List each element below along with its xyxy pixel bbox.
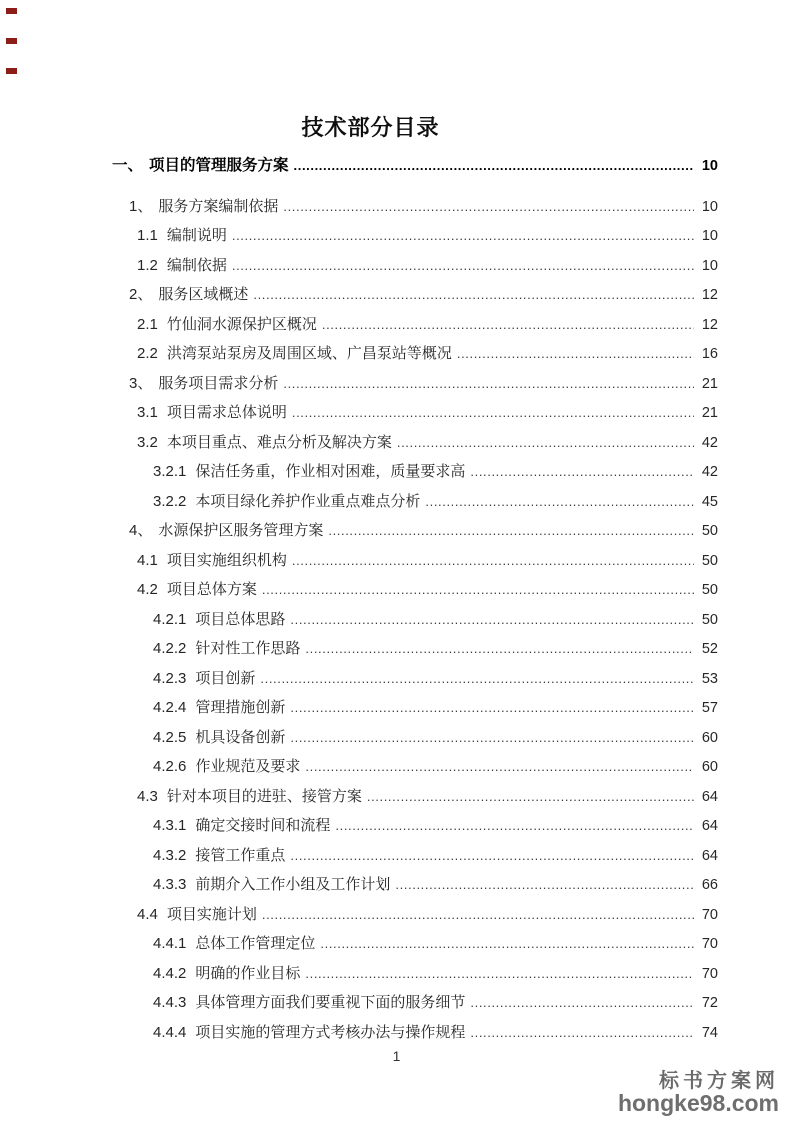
toc-entry-number: 4.2.4 [153, 699, 187, 716]
toc-dot-leader [397, 433, 694, 453]
toc-entry-number: 4.4.4 [153, 1023, 187, 1041]
toc-entry-title: 针对本项目的进驻、接管方案 [166, 787, 362, 805]
toc-entry-number: 3.2.2 [153, 492, 187, 510]
toc-entry-number: 一、 [112, 157, 144, 174]
toc-dot-leader [470, 1023, 694, 1043]
toc-dot-leader [232, 256, 694, 276]
toc-entry-page-number: 50 [701, 523, 718, 539]
toc-entry-number: 4.4.3 [153, 994, 187, 1011]
toc-dot-leader [290, 728, 694, 748]
toc-entry-title: 确定交接时间和流程 [195, 817, 331, 834]
toc-entry-title: 前期介入工作小组及工作计划 [195, 876, 391, 893]
toc-dot-leader [253, 285, 694, 305]
red-margin-mark [6, 8, 17, 14]
toc-entry-page-number: 50 [701, 582, 718, 598]
toc-entry-page-number: 21 [701, 375, 718, 392]
toc-dot-leader [320, 934, 694, 954]
toc-entry-title: 竹仙洞水源保护区概况 [166, 315, 317, 333]
toc-entry[interactable] [112, 521, 718, 551]
toc-entry-title: 洪湾泵站泵房及周围区域、广昌泵站等概况 [166, 345, 452, 362]
toc-entry-number: 3.2.1 [153, 463, 187, 480]
watermark-url: hongke98.com [617, 1089, 779, 1116]
toc-entry-title: 项目实施计划 [166, 905, 257, 923]
toc-entry[interactable] [112, 787, 718, 817]
toc-entry-title: 服务区域概述 [158, 286, 249, 303]
toc-entry-page-number: 50 [701, 552, 718, 569]
toc-entry-page-number: 52 [701, 641, 718, 657]
toc-entry[interactable] [112, 698, 718, 728]
toc-entry-page-number: 72 [701, 995, 718, 1011]
toc-entry-page-number: 57 [701, 700, 718, 716]
toc-dot-leader [425, 492, 694, 512]
toc-entry-number: 4.4.2 [153, 964, 187, 982]
toc-entry-title: 具体管理方面我们要重视下面的服务细节 [195, 994, 466, 1011]
toc-entry-page-number: 70 [701, 965, 718, 982]
toc-dot-leader [262, 580, 694, 600]
toc-entry[interactable] [112, 256, 718, 286]
toc-dot-leader [470, 462, 694, 482]
toc-entry-page-number: 66 [701, 877, 718, 893]
toc-entry-title: 明确的作业目标 [195, 964, 301, 982]
toc-entry-title: 管理措施创新 [195, 699, 286, 716]
toc-entry-page-number: 16 [701, 346, 718, 362]
red-margin-mark [6, 38, 17, 44]
toc-dot-leader [232, 226, 694, 246]
toc-entry-page-number: 64 [701, 818, 718, 834]
toc-entry[interactable] [112, 492, 718, 522]
toc-entry[interactable] [112, 285, 718, 315]
toc-entry[interactable] [112, 669, 718, 699]
toc-entry[interactable] [112, 226, 718, 256]
toc-entry-title: 机具设备创新 [195, 728, 286, 746]
toc-entry[interactable] [112, 610, 718, 640]
toc-dot-leader [294, 156, 694, 176]
toc-dot-leader [328, 521, 694, 541]
toc-entry[interactable] [112, 580, 718, 610]
toc-entry[interactable] [112, 156, 718, 186]
toc-entry[interactable] [112, 374, 718, 404]
red-margin-mark [6, 68, 17, 74]
toc-entry[interactable] [112, 344, 718, 374]
toc-entry-title: 总体工作管理定位 [195, 935, 316, 952]
toc-entry-page-number: 53 [701, 670, 718, 687]
toc-entry-number: 4.2.5 [153, 728, 187, 746]
toc-dot-leader [290, 846, 694, 866]
toc-entry-page-number: 12 [701, 287, 718, 303]
toc-entry-number: 4.3.2 [153, 846, 187, 864]
table-of-contents [112, 156, 718, 1052]
toc-dot-leader [260, 669, 694, 689]
toc-entry-number: 3.1 [137, 404, 158, 421]
toc-entry[interactable] [112, 433, 718, 463]
toc-entry-title: 项目创新 [195, 669, 256, 687]
toc-entry-title: 项目实施的管理方式考核办法与操作规程 [195, 1023, 466, 1041]
toc-dot-leader [283, 374, 694, 394]
toc-entry-number: 2、 [129, 286, 153, 303]
toc-entry[interactable] [112, 197, 718, 227]
toc-entry[interactable] [112, 905, 718, 935]
toc-entry-number: 4.3.1 [153, 817, 187, 834]
toc-entry[interactable] [112, 846, 718, 876]
toc-entry-title: 项目实施组织机构 [166, 551, 287, 569]
toc-dot-leader [395, 875, 694, 895]
toc-entry-page-number: 64 [701, 847, 718, 864]
watermark-site-name: 标书方案网 [659, 1070, 779, 1093]
toc-dot-leader [283, 197, 694, 217]
toc-entry-page-number: 21 [701, 405, 718, 421]
toc-entry[interactable] [112, 551, 718, 581]
toc-entry-title: 本项目重点、难点分析及解决方案 [166, 433, 392, 451]
toc-entry-page-number: 10 [701, 228, 718, 244]
toc-dot-leader [470, 993, 694, 1013]
toc-entry-title: 服务项目需求分析 [158, 374, 279, 392]
toc-dot-leader [322, 315, 694, 335]
toc-entry-number: 4.3 [137, 787, 158, 805]
toc-dot-leader [305, 639, 694, 659]
toc-entry-page-number: 74 [701, 1024, 718, 1041]
toc-entry[interactable] [112, 934, 718, 964]
toc-entry-number: 4.3.3 [153, 876, 187, 893]
toc-entry[interactable] [112, 639, 718, 669]
toc-entry-page-number: 70 [701, 936, 718, 952]
toc-dot-leader [290, 698, 694, 718]
toc-entry-number: 4.2 [137, 581, 158, 598]
toc-entry-number: 4.2.2 [153, 640, 187, 657]
toc-dot-leader [292, 403, 694, 423]
toc-entry-page-number: 45 [701, 493, 718, 510]
toc-entry-page-number: 10 [701, 158, 718, 174]
watermark [618, 1071, 779, 1115]
toc-dot-leader [305, 964, 694, 984]
toc-entry-page-number: 70 [701, 906, 718, 923]
toc-entry[interactable] [112, 462, 718, 492]
toc-entry-number: 2.2 [137, 345, 158, 362]
toc-entry-number: 3.2 [137, 433, 158, 451]
toc-dot-leader [290, 610, 694, 630]
toc-dot-leader [457, 344, 694, 364]
toc-entry-page-number: 60 [701, 729, 718, 746]
toc-entry-page-number: 42 [701, 464, 718, 480]
toc-entry-number: 4.4 [137, 905, 158, 923]
toc-entry-number: 4.2.6 [153, 758, 187, 775]
toc-entry-number: 1.1 [137, 227, 158, 244]
toc-entry-title: 针对性工作思路 [195, 640, 301, 657]
toc-entry-page-number: 60 [701, 759, 718, 775]
toc-dot-leader [262, 905, 694, 925]
toc-entry-number: 1.2 [137, 256, 158, 274]
toc-dot-leader [292, 551, 694, 571]
toc-entry-number: 4.2.1 [153, 610, 187, 628]
toc-entry[interactable] [112, 315, 718, 345]
toc-entry-title: 水源保护区服务管理方案 [158, 522, 324, 539]
toc-dot-leader [335, 816, 694, 836]
toc-entry[interactable] [112, 728, 718, 758]
toc-entry-page-number: 12 [701, 316, 718, 333]
toc-entry-number: 2.1 [137, 315, 158, 333]
toc-entry[interactable] [112, 816, 718, 846]
toc-entry-title: 作业规范及要求 [195, 758, 301, 775]
toc-entry[interactable] [112, 964, 718, 994]
toc-entry[interactable] [112, 875, 718, 905]
toc-entry[interactable] [112, 757, 718, 787]
page-title: 技术部分目录 [301, 115, 440, 140]
toc-entry[interactable] [112, 993, 718, 1023]
toc-entry-page-number: 50 [701, 611, 718, 628]
toc-entry-number: 3、 [129, 374, 153, 392]
toc-entry-title: 本项目绿化养护作业重点难点分析 [195, 492, 421, 510]
footer-page-number: 1 [392, 1048, 401, 1064]
toc-entry-title: 服务方案编制依据 [158, 197, 279, 215]
toc-entry-page-number: 42 [701, 434, 718, 451]
toc-entry-page-number: 64 [701, 788, 718, 805]
toc-entry-page-number: 10 [701, 198, 718, 215]
toc-entry-title: 编制说明 [166, 227, 227, 244]
toc-entry-number: 4.4.1 [153, 935, 187, 952]
toc-entry[interactable] [112, 403, 718, 433]
toc-entry-page-number: 10 [701, 257, 718, 274]
toc-entry-title: 项目的管理服务方案 [149, 157, 289, 174]
toc-entry-title: 保洁任务重，作业相对困难，质量要求高 [195, 463, 466, 480]
toc-entry-number: 1、 [129, 197, 153, 215]
toc-entry-title: 接管工作重点 [195, 846, 286, 864]
toc-dot-leader [367, 787, 694, 807]
toc-entry-title: 编制依据 [166, 256, 227, 274]
toc-entry-number: 4.2.3 [153, 669, 187, 687]
toc-entry-title: 项目总体方案 [166, 581, 257, 598]
toc-entry-title: 项目总体思路 [195, 610, 286, 628]
toc-entry-number: 4、 [129, 522, 153, 539]
toc-dot-leader [305, 757, 694, 777]
toc-entry-title: 项目需求总体说明 [166, 404, 287, 421]
toc-entry-number: 4.1 [137, 551, 158, 569]
